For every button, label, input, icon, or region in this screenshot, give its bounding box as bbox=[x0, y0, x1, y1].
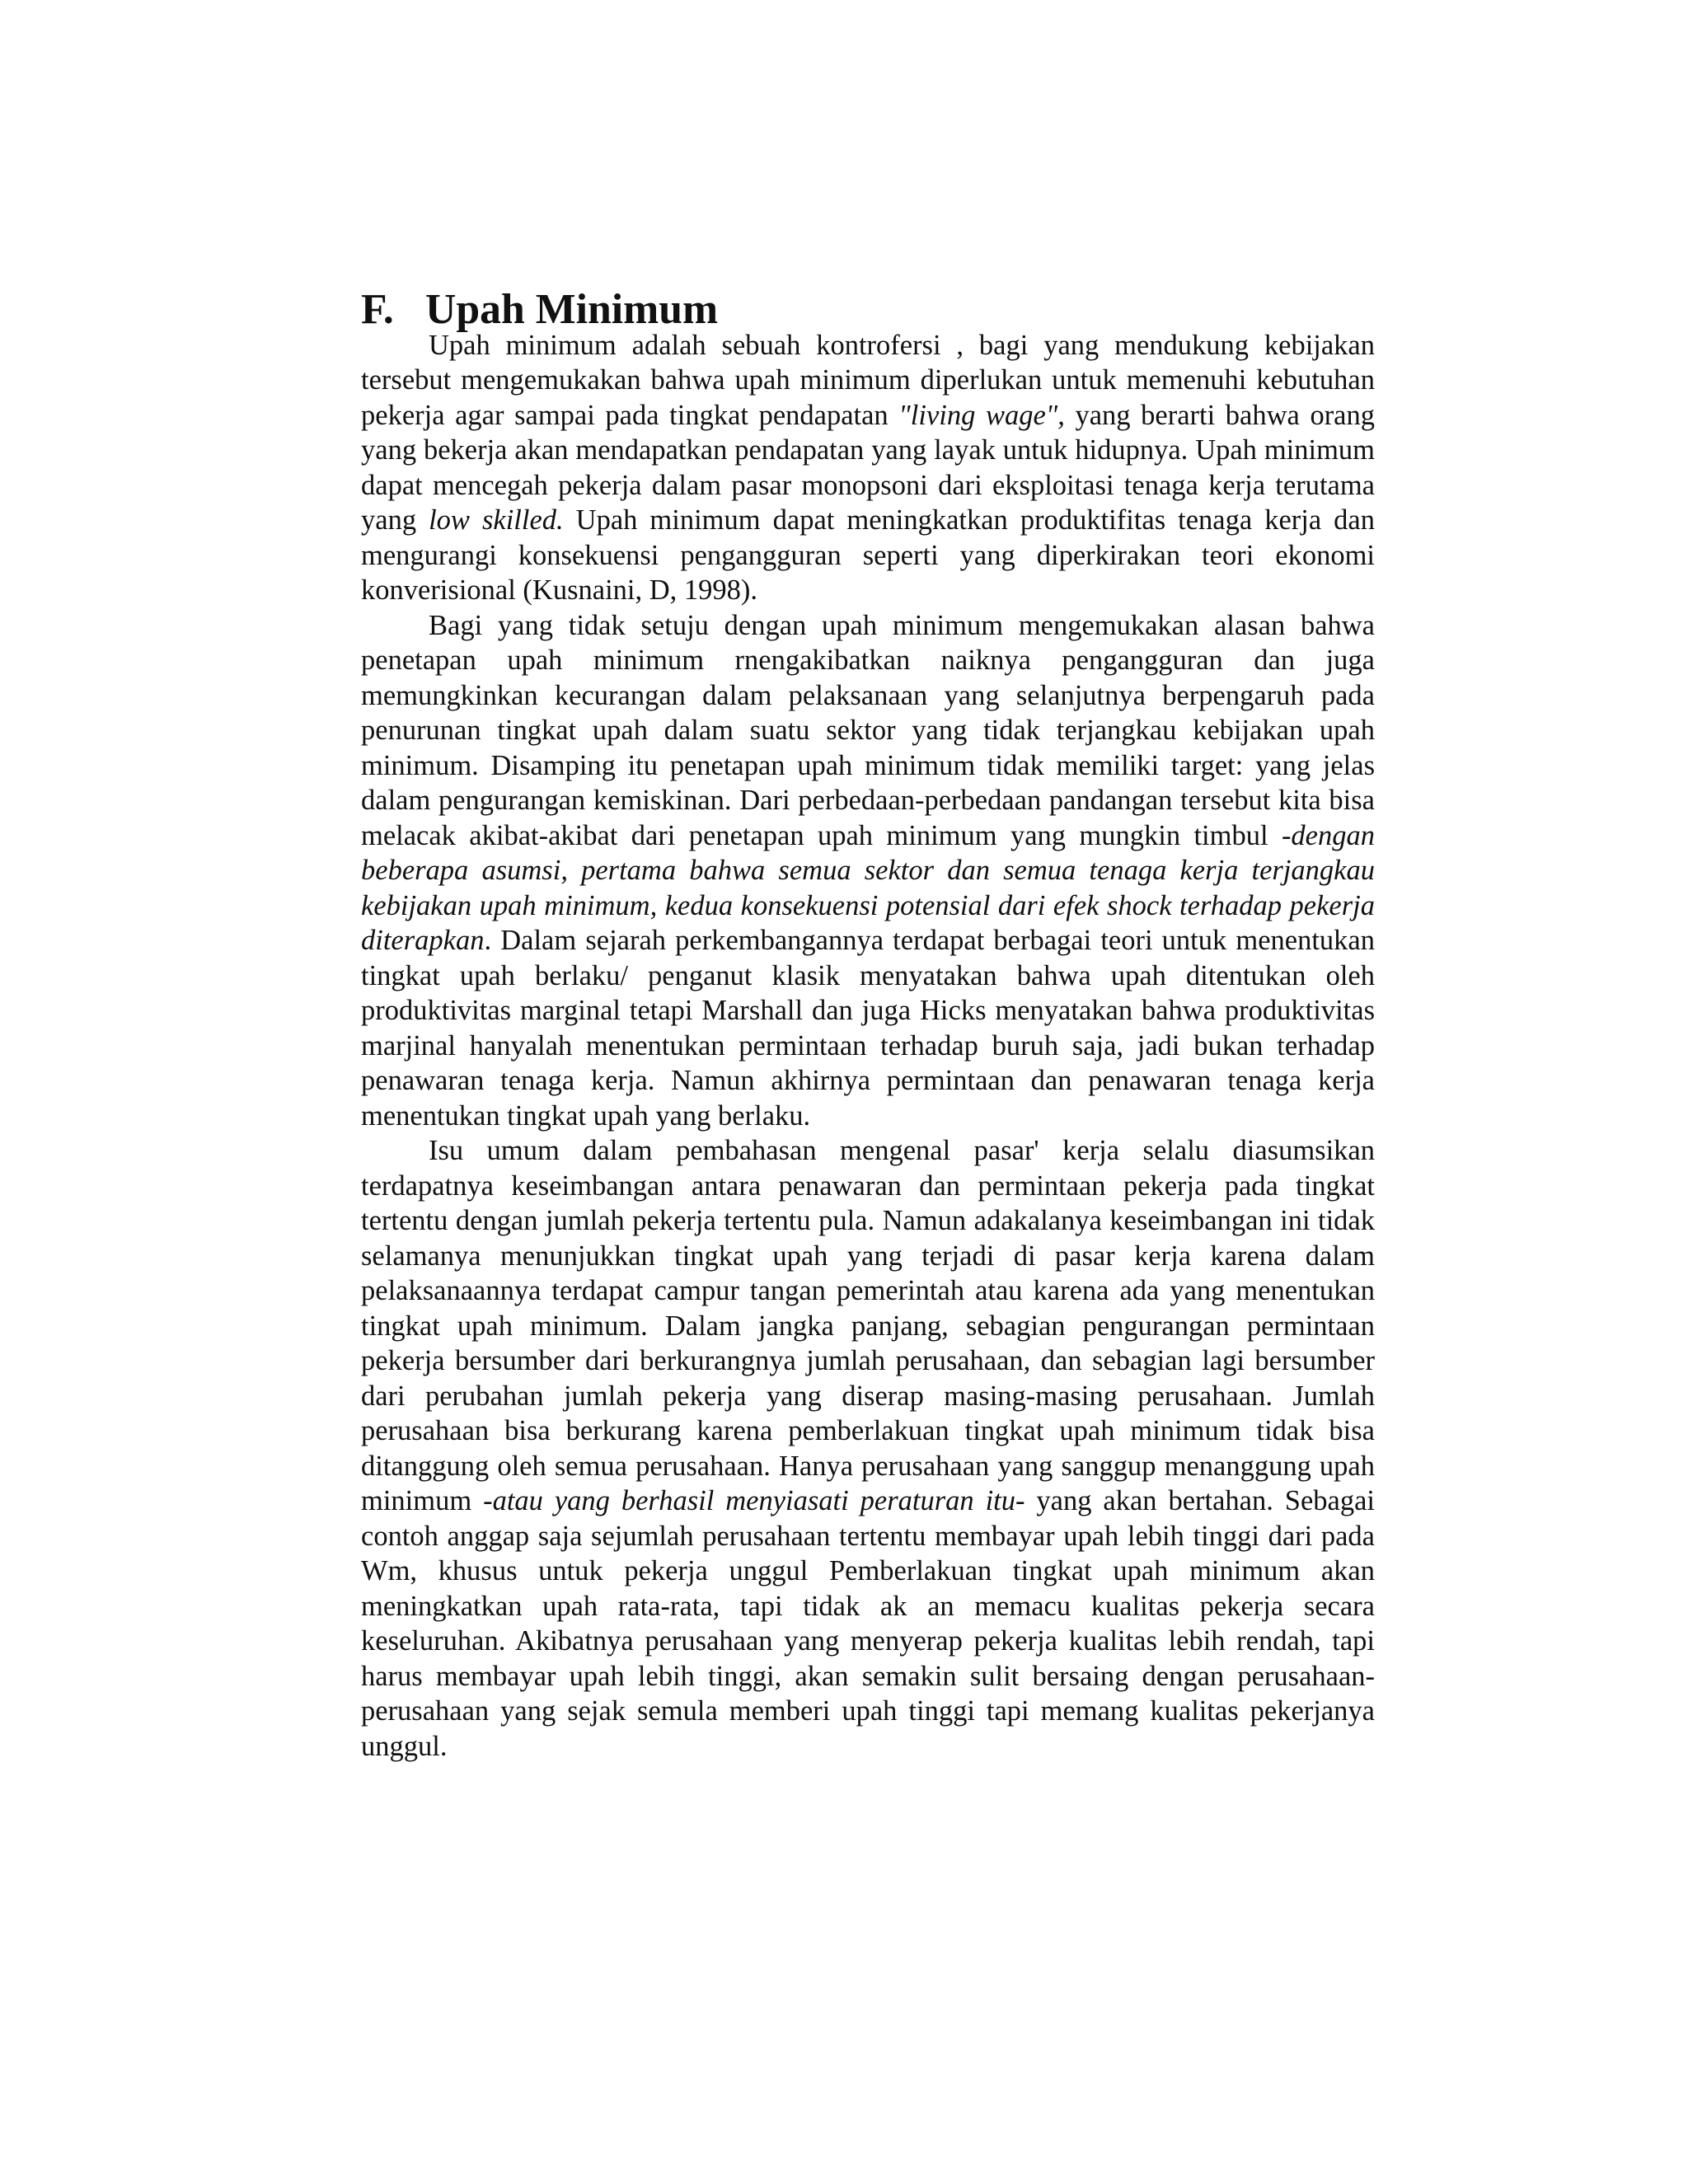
paragraph-text: . Dalam sejarah perkembangannya terdapat berbagai teori untuk menentukan tingkat upah berlaku/ penganut klasik menyatakan bahwa upah ditentukan oleh produktivitas marginal tetapi Marshall dan juga Hicks menyatakan bahwa produktivitas marjinal hanyalah menentukan permintaan terhadap buruh saja, jadi bukan terhadap penawaran tenaga kerja. Namun akhirnya permintaan dan penawaran tenaga kerja menentukan tingkat upah yang berlaku. bbox=[361, 925, 1375, 1132]
paragraph-text: yang akan bertahan. Sebagai contoh anggap saja sejumlah perusahaan tertentu membayar upah lebih tinggi dari pada Wm, khusus untuk pekerja unggul Pemberlakuan tingkat upah minimum akan meningkatkan upah rata-rata, tapi tidak ak an memacu kualitas pekerja secara keseluruhan. Akibatnya perusahaan yang menyerap pekerja kualitas lebih rendah, tapi harus membayar upah lebih tinggi, akan semakin sulit bersaing dengan perusahaan-perusahaan yang sejak semula memberi upah tinggi tapi memang kualitas pekerjanya unggul. bbox=[361, 1485, 1375, 1762]
paragraph-2 bbox=[361, 608, 1375, 1134]
section-marker: F. bbox=[361, 286, 394, 333]
section-title: Upah Minimum bbox=[425, 286, 719, 333]
paragraph-text: Bagi yang tidak setuju dengan upah minimum mengemukakan alasan bahwa penetapan upah minimum rnengakibatkan naiknya pengangguran dan juga memungkinkan kecurangan dalam pelaksanaan yang selanjutnya berpengaruh pada penurunan tingkat upah dalam suatu sektor yang tidak terjangkau kebijakan upah minimum. Disamping itu penetapan upah minimum tidak memiliki target: yang jelas dalam pengurangan kemiskinan. Dari perbedaan-perbedaan pandangan tersebut kita bisa melacak akibat-akibat dari penetapan upah minimum yang mungkin timbul bbox=[361, 609, 1375, 851]
paragraph-text: Upah minimum dapat meningkatkan produktifitas tenaga kerja dan mengurangi konsekuensi pengangguran seperti yang diperkirakan teori ekonomi konverisional (Kusnaini, D, 1998). bbox=[361, 504, 1375, 606]
paragraph-text: Isu umum dalam pembahasan mengenal pasar' kerja selalu diasumsikan terdapatnya keseimbangan antara penawaran dan permintaan pekerja pada tingkat tertentu dengan jumlah pekerja tertentu pula. Namun adakalanya keseimbangan ini tidak selamanya menunjukkan tingkat upah yang terjadi di pasar kerja karena dalam pelaksanaannya terdapat campur tangan pemerintah atau karena ada yang menentukan tingkat upah minimum. Dalam jangka panjang, sebagian pengurangan permintaan pekerja bersumber dari berkurangnya jumlah perusahaan, dan sebagian lagi bersumber dari perubahan jumlah pekerja yang diserap masing-masing perusahaan. Jumlah perusahaan bisa berkurang karena pemberlakuan tingkat upah minimum tidak bisa ditanggung oleh semua perusahaan. Hanya perusahaan yang sanggup menanggung upah minimum bbox=[361, 1135, 1375, 1516]
paragraph-italic-text: "living wage", bbox=[898, 399, 1065, 431]
document-body bbox=[361, 286, 1375, 1764]
section-heading bbox=[361, 286, 1375, 333]
paragraph-italic-text: low skilled. bbox=[429, 504, 564, 536]
paragraph-1 bbox=[361, 328, 1375, 608]
paragraph-text: yang berarti bahwa orang yang bekerja akan mendapatkan pendapatan yang layak untuk hidupnya. Upah minimum dapat mencegah pekerja dalam pasar monopsoni dari eksploitasi tenaga kerja terutama yang bbox=[361, 399, 1375, 536]
paragraph-italic-text: -dengan beberapa asumsi, pertama bahwa semua sektor dan semua tenaga kerja terjangkau kebijakan upah minimum, kedua konsekuensi potensial dari efek shock terhadap pekerja diterapkan bbox=[361, 819, 1375, 956]
paragraph-italic-text: -atau yang berhasil menyiasati peraturan itu- bbox=[483, 1485, 1025, 1516]
paragraph-text: Upah minimum adalah sebuah kontrofersi , bagi yang mendukung kebijakan tersebut mengemukakan bahwa upah minimum diperlukan untuk memenuhi kebutuhan pekerja agar sampai pada tingkat pendapatan bbox=[361, 329, 1375, 431]
paragraph-3 bbox=[361, 1133, 1375, 1764]
